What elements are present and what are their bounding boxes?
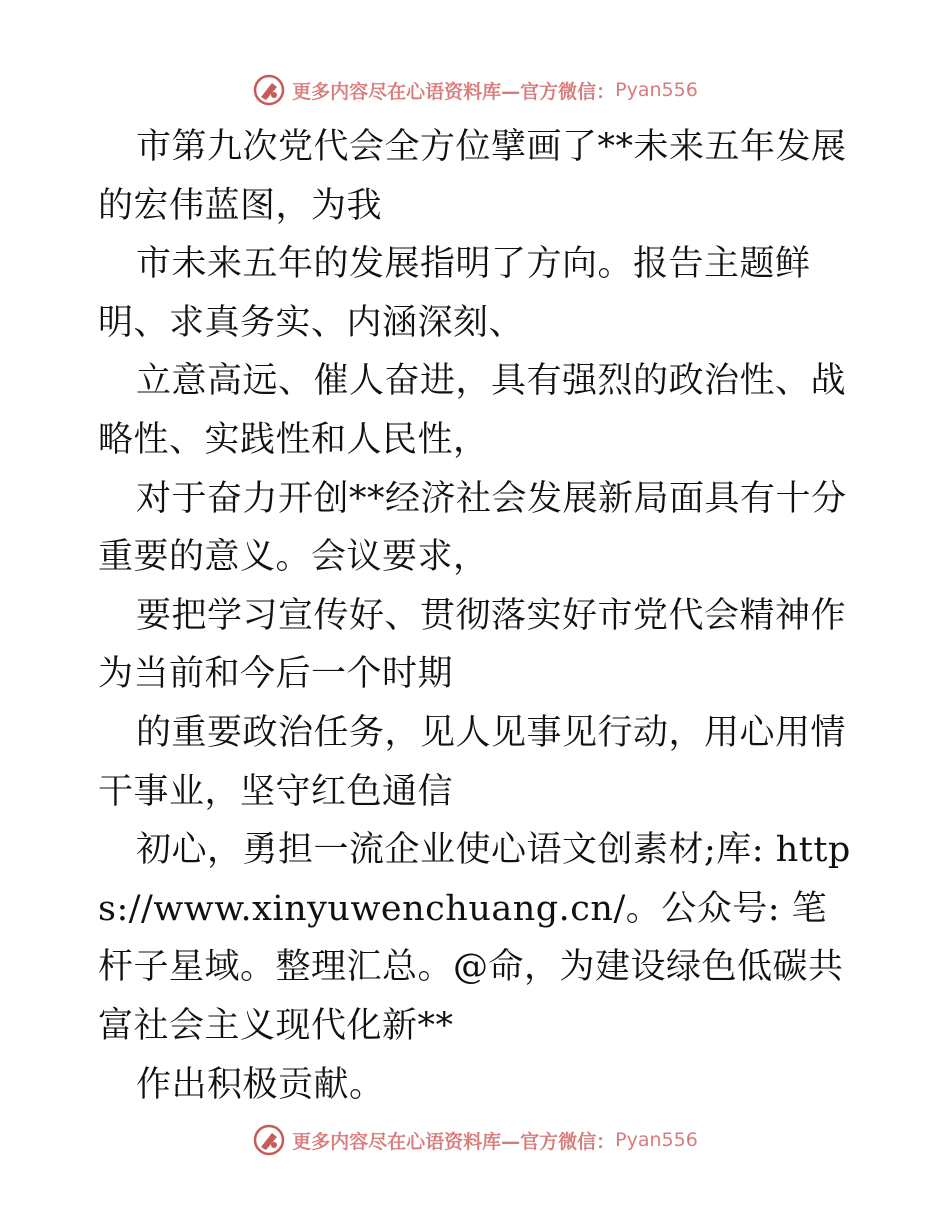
brand-logo-icon [252, 1123, 286, 1157]
watermark-text: 更多内容尽在心语资料库—官方微信： [292, 1130, 616, 1153]
paragraph: 要把学习宣传好、贯彻落实好市党代会精神作为当前和今后一个时期 [98, 595, 847, 695]
watermark-wechat-id: Pyan556 [615, 79, 698, 101]
paragraph: 立意高远、催人奋进，具有强烈的政治性、战略性、实践性和人民性， [98, 361, 847, 460]
paragraph: 作出积极贡献。 [136, 1064, 385, 1105]
header-watermark [0, 70, 950, 110]
watermark-wechat-id: Pyan556 [615, 1129, 698, 1151]
paragraph: 对于奋力开创**经济社会发展新局面具有十分重要的意义。会议要求， [98, 478, 847, 578]
paragraph: 的重要政治任务，见人见事见行动，用心用情干事业，坚守红色通信 [98, 712, 847, 812]
paragraph: 市第九次党代会全方位擘画了**未来五年发展的宏伟蓝图，为我 [98, 127, 847, 226]
paragraph: 初心，勇担一流企业使心语文创素材;库: https://www.xinyuwenchuang.cn/。公众号: 笔杆子星域。整理汇总。@命，为建设绿色低碳共富社会主义现代化新** [98, 830, 851, 1046]
footer-watermark [0, 1120, 950, 1160]
watermark-text: 更多内容尽在心语资料库—官方微信： [292, 80, 616, 103]
document-body [98, 118, 858, 1114]
brand-logo-icon [252, 73, 286, 107]
paragraph: 市未来五年的发展指明了方向。报告主题鲜明、求真务实、内涵深刻、 [98, 244, 811, 343]
